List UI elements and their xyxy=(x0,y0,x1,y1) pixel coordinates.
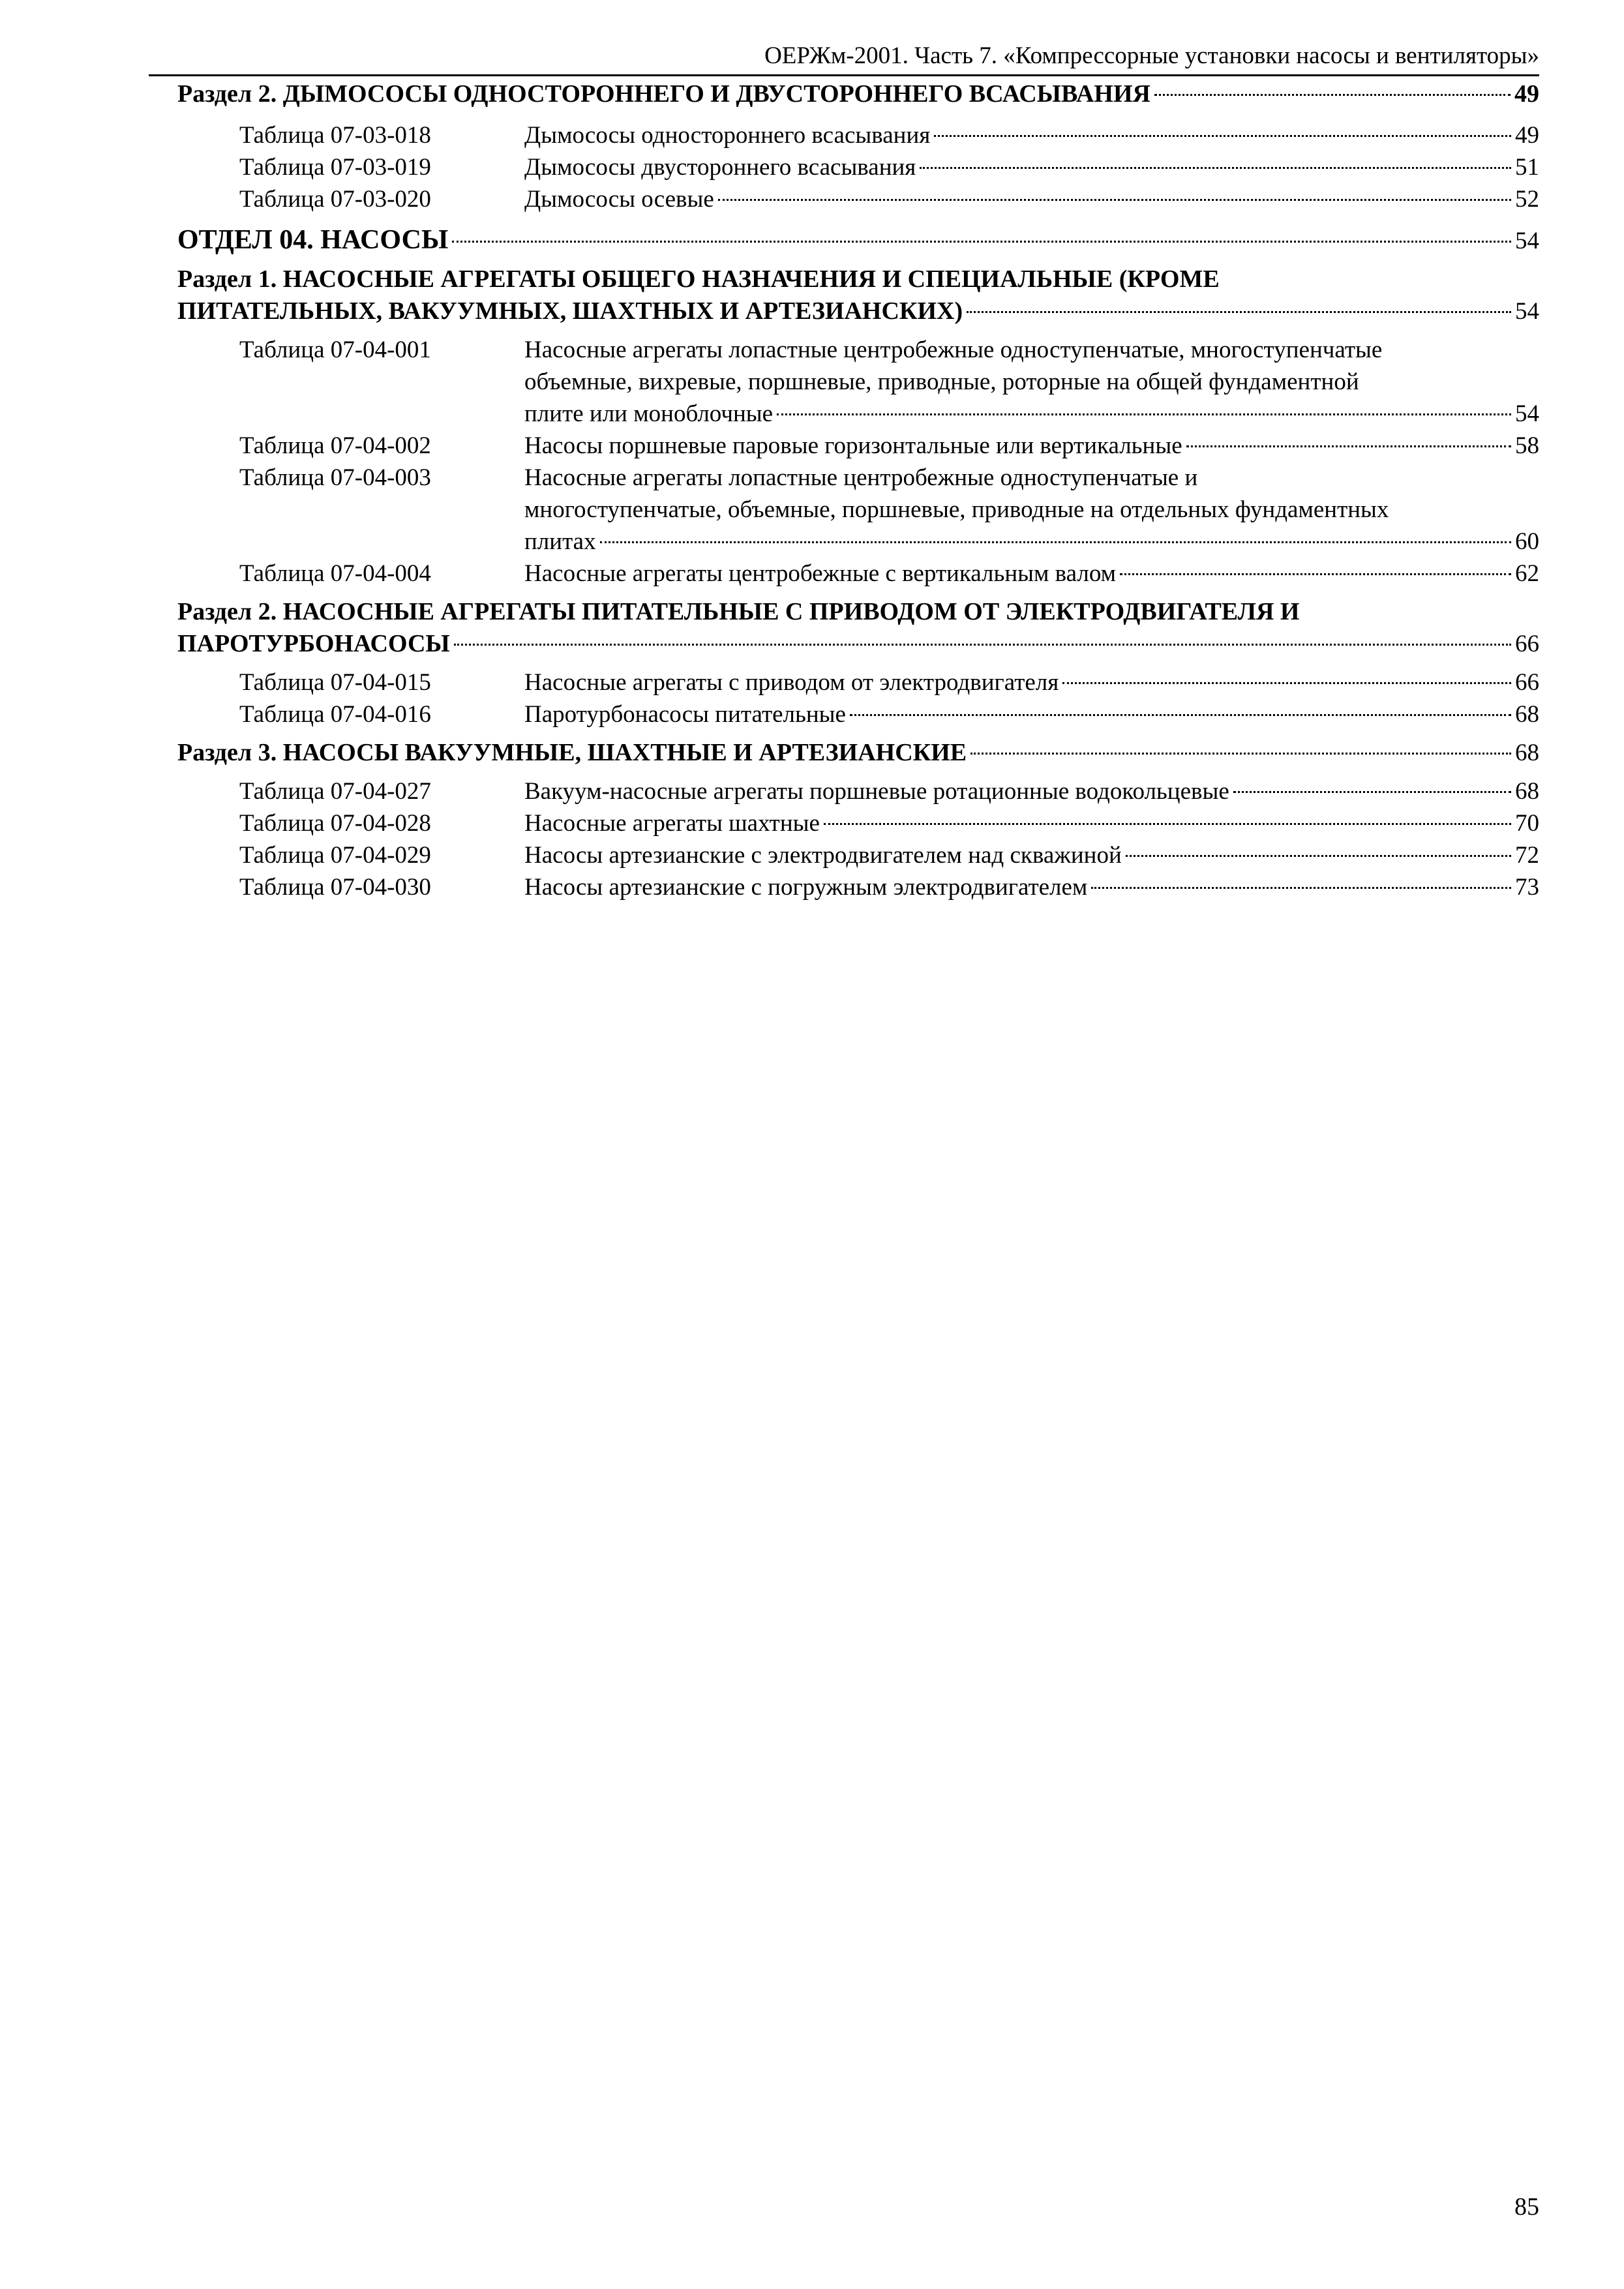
toc-section-title: Раздел 3. НАСОСЫ ВАКУУМНЫЕ, ШАХТНЫЕ И АРТЕЗИАНСКИЕ xyxy=(177,739,967,766)
dot-leader xyxy=(1120,573,1511,575)
toc-section-title-line2: ПАРОТУРБОНАСОСЫ xyxy=(177,630,450,657)
toc-page-number: 54 xyxy=(1515,400,1539,427)
toc-page-number: 73 xyxy=(1515,874,1539,901)
toc-page-number: 68 xyxy=(1515,701,1539,728)
toc-table-code: Таблица 07-04-004 xyxy=(239,560,431,587)
dot-leader xyxy=(777,413,1511,415)
toc-table-07-04-003[interactable] xyxy=(177,462,1539,558)
toc-table-07-04-004[interactable] xyxy=(177,558,1539,590)
toc-section-title-line1: Раздел 1. НАСОСНЫЕ АГРЕГАТЫ ОБЩЕГО НАЗНАЧЕНИЯ И СПЕЦИАЛЬНЫЕ (КРОМЕ xyxy=(177,265,1220,293)
toc-table-title-line1: Насосные агрегаты лопастные центробежные одноступенчатые, многоступенчатые xyxy=(524,337,1383,363)
dot-leader xyxy=(920,167,1511,169)
toc-page-number: 66 xyxy=(1515,669,1539,696)
dot-leader xyxy=(1091,887,1511,889)
toc-section-title: Раздел 2. ДЫМОСОСЫ ОДНОСТОРОННЕГО И ДВУСТОРОННЕГО ВСАСЫВАНИЯ xyxy=(177,80,1150,108)
toc-table-07-03-020[interactable] xyxy=(177,183,1539,215)
toc-table-title-line2: объемные, вихревые, поршневые, приводные, роторные на общей фундаментной xyxy=(524,368,1359,395)
toc-table-title: Насосы артезианские с электродвигателем над скважиной xyxy=(524,842,1122,869)
toc-table-07-04-028[interactable] xyxy=(177,807,1539,839)
dot-leader xyxy=(600,541,1511,543)
toc-table-code: Таблица 07-04-030 xyxy=(239,874,431,901)
dot-leader xyxy=(454,644,1511,646)
table-of-contents xyxy=(177,78,1539,903)
toc-table-code: Таблица 07-04-001 xyxy=(239,337,431,363)
toc-table-title-line1: Насосные агрегаты лопастные центробежные одноступенчатые и xyxy=(524,464,1198,491)
dot-leader xyxy=(1126,855,1511,857)
page-number: 85 xyxy=(1514,2193,1539,2221)
toc-page-number: 62 xyxy=(1515,560,1539,587)
toc-section-title-line1: Раздел 2. НАСОСНЫЕ АГРЕГАТЫ ПИТАТЕЛЬНЫЕ С ПРИВОДОМ ОТ ЭЛЕКТРОДВИГАТЕЛЯ И xyxy=(177,598,1300,625)
toc-section-3-vacuum-pumps[interactable] xyxy=(177,737,1539,769)
toc-table-07-03-018[interactable] xyxy=(177,119,1539,151)
toc-table-07-04-015[interactable] xyxy=(177,666,1539,698)
toc-page-number: 49 xyxy=(1515,122,1539,149)
dot-leader xyxy=(718,199,1511,201)
dot-leader xyxy=(1186,445,1511,447)
toc-page-number: 68 xyxy=(1515,740,1539,766)
dot-leader xyxy=(934,135,1511,137)
toc-table-code: Таблица 07-04-015 xyxy=(239,669,431,696)
toc-section-2-feed-pumps[interactable] xyxy=(177,596,1539,660)
toc-division-title: ОТДЕЛ 04. НАСОСЫ xyxy=(177,225,449,255)
toc-page-number: 54 xyxy=(1515,228,1539,254)
toc-table-07-04-002[interactable] xyxy=(177,430,1539,462)
toc-table-code: Таблица 07-04-029 xyxy=(239,842,431,869)
toc-table-title: Насосы артезианские с погружным электродвигателем xyxy=(524,874,1088,901)
dot-leader xyxy=(452,241,1511,243)
toc-section-title-line2: ПИТАТЕЛЬНЫХ, ВАКУУМНЫХ, ШАХТНЫХ И АРТЕЗИАНСКИХ) xyxy=(177,297,963,325)
toc-division-04-pumps[interactable] xyxy=(177,224,1539,257)
toc-table-code: Таблица 07-03-020 xyxy=(239,186,431,213)
dot-leader xyxy=(850,714,1511,716)
toc-page-number: 58 xyxy=(1515,432,1539,459)
toc-page-number: 60 xyxy=(1515,528,1539,555)
toc-table-title: Насосные агрегаты с приводом от электродвигателя xyxy=(524,669,1059,696)
toc-table-code: Таблица 07-04-028 xyxy=(239,810,431,837)
toc-table-title: Насосные агрегаты центробежные с вертикальным валом xyxy=(524,560,1117,587)
dot-leader xyxy=(1062,682,1511,684)
toc-table-07-03-019[interactable] xyxy=(177,151,1539,183)
toc-table-code: Таблица 07-03-018 xyxy=(239,122,431,149)
toc-table-title-line3: плитах xyxy=(524,528,596,555)
toc-table-code: Таблица 07-04-003 xyxy=(239,464,431,491)
dot-leader xyxy=(1154,94,1511,96)
toc-table-title-line2: многоступенчатые, объемные, поршневые, приводные на отдельных фундаментных xyxy=(524,496,1389,523)
toc-section-1-pump-units[interactable] xyxy=(177,263,1539,327)
toc-table-code: Таблица 07-04-002 xyxy=(239,432,431,459)
toc-page-number: 51 xyxy=(1515,154,1539,181)
toc-page-number: 49 xyxy=(1514,80,1539,108)
toc-table-code: Таблица 07-04-016 xyxy=(239,701,431,728)
toc-page-number: 52 xyxy=(1515,186,1539,213)
toc-page-number: 66 xyxy=(1515,631,1539,657)
toc-table-title: Вакуум-насосные агрегаты поршневые ротационные водокольцевые xyxy=(524,778,1229,805)
toc-table-title: Дымососы осевые xyxy=(524,186,714,213)
toc-table-07-04-029[interactable] xyxy=(177,839,1539,871)
toc-table-07-04-027[interactable] xyxy=(177,775,1539,807)
dot-leader xyxy=(967,311,1511,313)
toc-page-number: 70 xyxy=(1515,810,1539,837)
toc-table-title: Дымососы двустороннего всасывания xyxy=(524,154,916,181)
toc-page-number: 72 xyxy=(1515,842,1539,869)
toc-table-code: Таблица 07-04-027 xyxy=(239,778,431,805)
toc-table-title: Дымососы одностороннего всасывания xyxy=(524,122,931,149)
running-header: ОЕРЖм-2001. Часть 7. «Компрессорные установки насосы и вентиляторы» xyxy=(149,38,1539,76)
toc-table-07-04-030[interactable] xyxy=(177,871,1539,903)
toc-table-07-04-016[interactable] xyxy=(177,698,1539,730)
toc-table-title: Насосные агрегаты шахтные xyxy=(524,810,820,837)
dot-leader xyxy=(970,753,1511,755)
toc-table-title: Паротурбонасосы питательные xyxy=(524,701,846,728)
toc-table-code: Таблица 07-03-019 xyxy=(239,154,431,181)
toc-page-number: 54 xyxy=(1515,298,1539,325)
dot-leader xyxy=(1233,791,1511,793)
toc-table-07-04-001[interactable] xyxy=(177,334,1539,430)
dot-leader xyxy=(824,823,1511,825)
toc-page-number: 68 xyxy=(1515,778,1539,805)
toc-table-title-line3: плите или моноблочные xyxy=(524,400,774,427)
toc-table-title: Насосы поршневые паровые горизонтальные или вертикальные xyxy=(524,432,1182,459)
toc-section-2-smoke-exhausters[interactable] xyxy=(177,78,1539,110)
